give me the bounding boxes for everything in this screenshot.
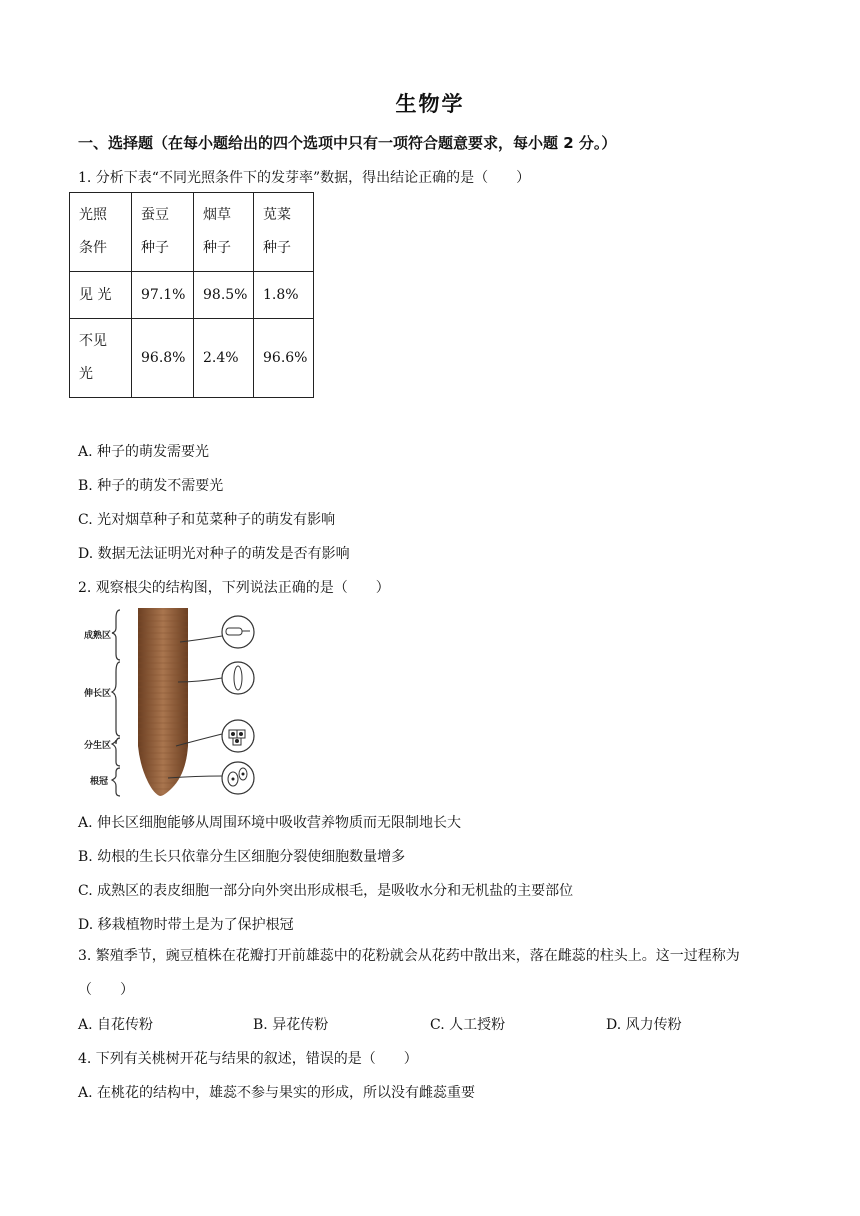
- q3-option-a[interactable]: A. 自花传粉: [78, 1017, 154, 1033]
- germination-table: [69, 192, 314, 398]
- table-row-label: 见 光: [70, 272, 132, 319]
- label-meristem-zone: 分生区: [84, 741, 112, 751]
- question-1-stem: 1. 分析下表“不同光照条件下的发芽率”数据，得出结论正确的是（ ）: [78, 170, 531, 186]
- label-root-cap: 根冠: [90, 777, 109, 787]
- table-row-label: 不见 光: [70, 319, 132, 398]
- label-maturation-zone: 成熟区: [84, 631, 112, 641]
- table-header-row: [70, 193, 314, 272]
- table-cell: 97.1%: [132, 272, 194, 319]
- table-cell: 98.5%: [194, 272, 254, 319]
- question-3-stem: 3. 繁殖季节，豌豆植株在花瓣打开前雄蕊中的花粉就会从花药中散出来，落在雌蕊的柱头上。这一过程称为（ ）: [78, 948, 740, 998]
- q1-option-d[interactable]: D. 数据无法证明光对种子的萌发是否有影响: [78, 546, 350, 562]
- table-cell: 96.6%: [254, 319, 314, 398]
- q1-option-a[interactable]: A. 种子的萌发需要光: [78, 444, 210, 460]
- table-row: [70, 272, 314, 319]
- q2-option-a[interactable]: A. 伸长区细胞能够从周围环境中吸收营养物质而无限制地长大: [78, 815, 462, 831]
- q4-option-a[interactable]: A. 在桃花的结构中，雄蕊不参与果实的形成，所以没有雌蕊重要: [78, 1085, 476, 1101]
- q2-option-c[interactable]: C. 成熟区的表皮细胞一部分向外突出形成根毛，是吸收水分和无机盐的主要部位: [78, 883, 574, 899]
- table-header-cell: 烟草 种子: [194, 193, 254, 272]
- q3-option-c[interactable]: C. 人工授粉: [430, 1017, 506, 1033]
- question-4-stem: 4. 下列有关桃树开花与结果的叙述，错误的是（ ）: [78, 1051, 418, 1067]
- q3-options: [78, 1014, 778, 1034]
- page-title: 生物学: [395, 92, 465, 116]
- meristem-cell-icon: [222, 720, 254, 752]
- table-header-cell: 光照 条件: [70, 193, 132, 272]
- table-header-cell: 苋菜 种子: [254, 193, 314, 272]
- label-elongation-zone: 伸长区: [84, 689, 112, 699]
- table-header-cell: 蚕豆 种子: [132, 193, 194, 272]
- question-2-stem: 2. 观察根尖的结构图，下列说法正确的是（ ）: [78, 580, 390, 596]
- q3-option-d[interactable]: D. 风力传粉: [606, 1017, 682, 1033]
- table-row: [70, 319, 314, 398]
- table-cell: 2.4%: [194, 319, 254, 398]
- q1-option-b[interactable]: B. 种子的萌发不需要光: [78, 478, 224, 494]
- q2-option-b[interactable]: B. 幼根的生长只依靠分生区细胞分裂使细胞数量增多: [78, 849, 406, 865]
- root-tip-figure: [78, 606, 278, 798]
- q2-option-d[interactable]: D. 移栽植物时带土是为了保护根冠: [78, 917, 294, 933]
- elongation-cell-icon: [222, 662, 254, 694]
- root-cap-cell-icon: [222, 762, 254, 794]
- q1-option-c[interactable]: C. 光对烟草种子和苋菜种子的萌发有影响: [78, 512, 336, 528]
- table-cell: 96.8%: [132, 319, 194, 398]
- table-cell: 1.8%: [254, 272, 314, 319]
- mature-cell-icon: [222, 616, 254, 648]
- q3-option-b[interactable]: B. 异花传粉: [253, 1017, 329, 1033]
- section-heading: 一、选择题（在每小题给出的四个选项中只有一项符合题意要求，每小题 2 分。）: [78, 134, 617, 152]
